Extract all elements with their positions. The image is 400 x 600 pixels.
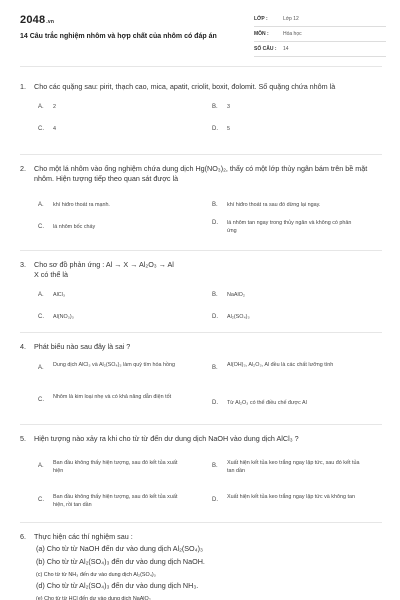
option-a[interactable]: A. Dung dịch AlCl₃ và Al₂(SO₄)₃ làm quỳ tím hóa hồng [38,362,175,371]
option-d[interactable]: D. lá nhôm tan ngay trong thủy ngân và không có phản ứng [212,220,352,234]
option-b[interactable]: B. Xuất hiện kết tủa keo trắng ngay lập tức, sau đó kết tủa tan dần [212,460,360,474]
option-a[interactable]: A. khí hiđro thoát ra mạnh. [38,202,110,208]
option-b[interactable]: B. khí hiđro thoát ra sau đó dừng lại ngay. [212,202,321,208]
question-text: Thực hiện các thí nghiệm sau : [34,532,133,541]
question-3 [20,260,382,320]
question-divider [20,154,382,155]
question-divider [20,332,382,333]
experiment-a: (a) Cho từ từ NaOH đến dư vào dung dịch Al₂(SO₄)₃ [36,544,203,553]
option-c[interactable]: C. Nhôm là kim loại nhẹ và có khả năng dẫn điện tốt [38,394,172,403]
question-text: Cho sơ đồ phản ứng : Al → X → Al₂O₃ → Al [34,260,174,269]
question-divider [20,522,382,523]
experiment-b: (b) Cho từ từ Al₂(SO₄)₃ đến dư vào dung dịch NaOH. [36,557,205,566]
option-c[interactable]: C. Ban đầu không thấy hiện tượng, sau đó kết tủa xuất hiện, rồi tan dần [38,494,178,508]
question-4 [20,342,382,406]
question-text-line-2: X có thể là [34,270,68,279]
experiment-e: (e) Cho từ từ HCl đến dư vào dung dịch NaAlO₂ [36,596,151,600]
option-d[interactable]: D. Al₂(SO₄)₃ [212,314,250,320]
question-6 [20,532,382,542]
experiment-d: (d) Cho từ từ Al₂(SO₄)₃ đến dư vào dung dịch NH₃. [36,581,199,590]
question-text: Hiện tượng nào xảy ra khi cho từ từ đến dư dung dịch NaOH vào dung dịch AlCl₃ ? [34,434,299,443]
question-text: Cho các quặng sau: pirit, thạch cao, mica, apatit, criolit, boxit, đolomit. Số quặng chứa nhôm là [34,82,336,91]
option-c[interactable]: C. Al(NO₃)₃ [38,314,74,320]
option-d[interactable]: D. Xuất hiện kết tủa keo trắng ngay lập tức và không tan [212,494,355,503]
option-d[interactable]: D. Từ Al₂O₃ có thể điều chế được Al [212,400,307,406]
question-divider [20,424,382,425]
question-1 [20,82,382,132]
question-number: 6. [20,532,26,541]
option-c[interactable]: C. 4 [38,126,56,132]
question-number: 4. [20,342,26,351]
option-b[interactable]: B. NaAlO₂ [212,292,245,298]
question-divider [20,250,382,251]
question-text: Cho một lá nhôm vào ống nghiệm chứa dung dịch Hg(NO₃)₂, thấy có một lớp thủy ngân bám trên bề mặt nhôm. Hiện tượng tiếp theo quan sát được là [34,164,368,183]
question-number: 5. [20,434,26,443]
option-a[interactable]: A. 2 [38,104,56,110]
option-a[interactable]: A. AlCl₃ [38,292,66,298]
option-b[interactable]: B. Al(OH)₃, Al₂O₃, Al đều là các chất lưỡng tính [212,362,334,371]
header-divider [20,66,382,67]
question-number: 3. [20,260,26,269]
meta-row-class: LỚP : Lớp 12 [254,13,386,27]
document-title: 14 Câu trắc nghiệm nhôm và hợp chất của nhôm có đáp án [20,33,217,40]
experiment-c: (c) Cho từ từ NH₃ đến dư vào dung dịch Al₂(SO₄)₃ [36,572,156,578]
question-2 [20,164,382,234]
site-logo[interactable]: 2048.vn [20,14,55,26]
meta-row-subject: MÔN : Hóa học [254,28,386,42]
option-b[interactable]: B. 3 [212,104,230,110]
option-d[interactable]: D. 5 [212,126,230,132]
option-c[interactable]: C. lá nhôm bốc cháy [38,224,96,230]
question-text: Phát biểu nào sau đây là sai ? [34,342,131,351]
page-header [0,0,400,62]
question-5 [20,434,382,508]
meta-row-count: SỐ CÂU : 14 [254,43,386,57]
question-number: 1. [20,82,26,91]
question-number: 2. [20,164,26,173]
option-a[interactable]: A. Ban đầu không thấy hiện tượng, sau đó kết tủa xuất hiện [38,460,178,474]
